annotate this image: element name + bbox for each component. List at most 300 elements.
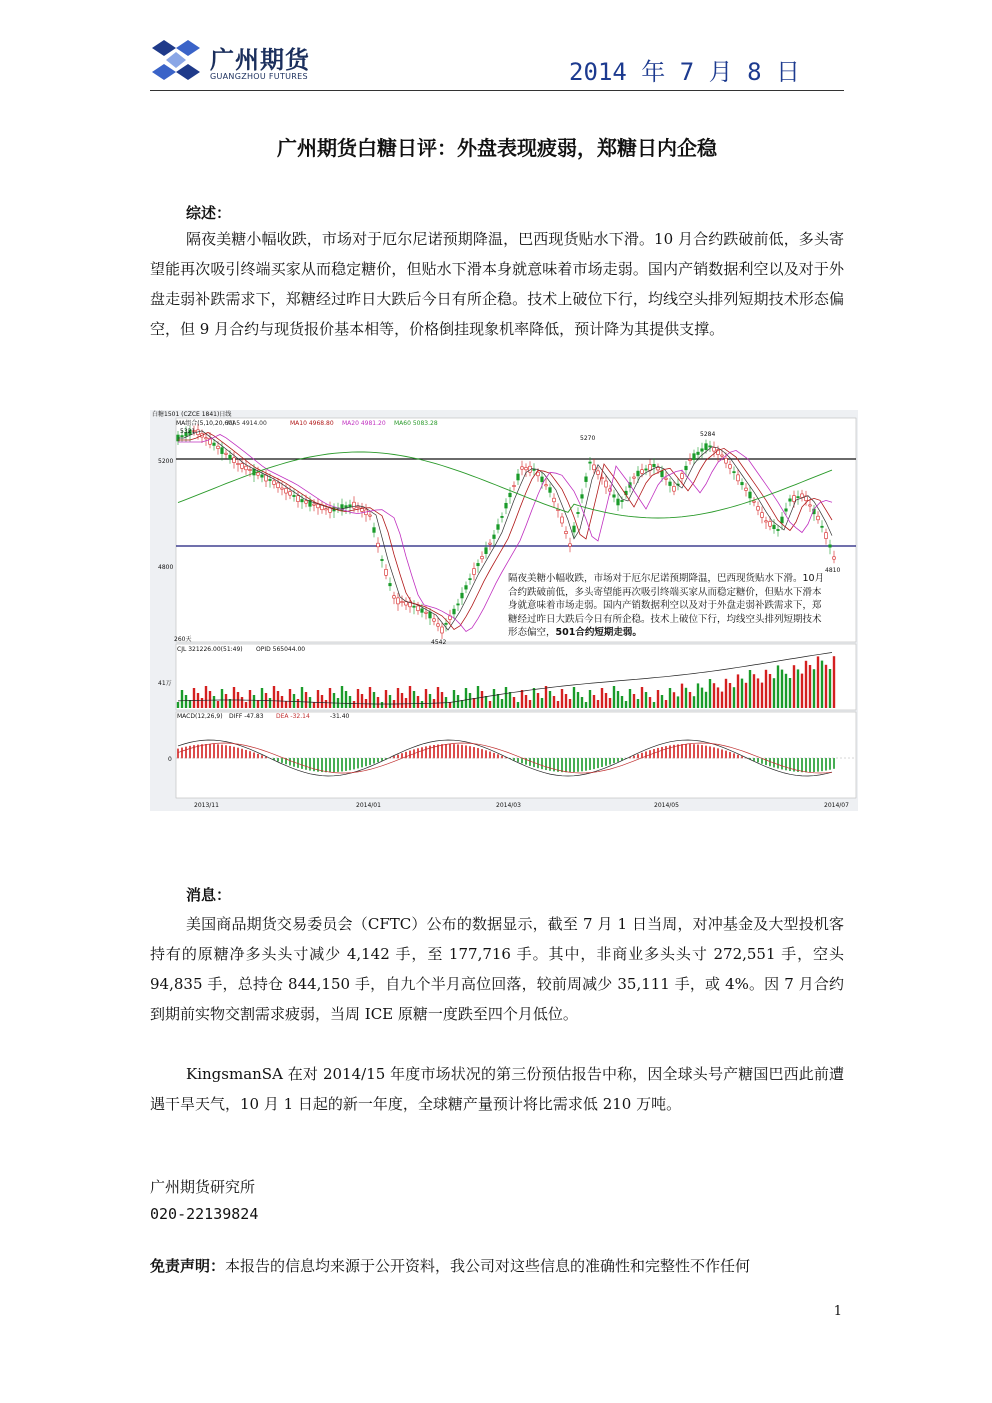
- volume-bar: [201, 698, 203, 708]
- days-label: 260天: [174, 636, 192, 643]
- candle-body: [513, 485, 516, 486]
- candle-body: [825, 533, 828, 539]
- volume-bar: [629, 689, 631, 708]
- macd-bar: [457, 744, 459, 758]
- news-heading: 消息：: [186, 886, 232, 904]
- volume-bar: [637, 699, 639, 708]
- volume-bar: [689, 692, 691, 708]
- candle-body: [425, 612, 428, 613]
- macd-bar: [753, 758, 755, 761]
- macd-bar: [757, 758, 759, 762]
- volume-bar: [369, 687, 371, 708]
- candle-body: [705, 444, 708, 450]
- macd-bar: [809, 758, 811, 772]
- volume-bar: [357, 689, 359, 708]
- volume-bar: [765, 670, 767, 708]
- macd-bar: [609, 758, 611, 765]
- candle-body: [833, 557, 836, 559]
- macd-bar: [245, 750, 247, 758]
- macd-bar: [489, 752, 491, 759]
- macd-bar: [497, 754, 499, 758]
- volume-bar: [569, 699, 571, 708]
- macd-bar: [701, 745, 703, 758]
- macd-bar: [277, 758, 279, 761]
- macd-bar: [401, 753, 403, 758]
- volume-bar: [301, 687, 303, 708]
- volume-bar: [213, 696, 215, 708]
- price-tick-4800: 4800: [158, 564, 174, 571]
- candle-body: [665, 478, 668, 479]
- candle-body: [657, 468, 660, 470]
- company-logo: [150, 38, 340, 84]
- volume-bar: [321, 695, 323, 708]
- candle-body: [301, 499, 304, 501]
- macd-bar: [289, 758, 291, 766]
- volume-bar: [605, 693, 607, 708]
- macd-bar: [617, 758, 619, 762]
- macd-bar: [637, 754, 639, 758]
- macd-bar: [581, 758, 583, 771]
- volume-bar: [297, 699, 299, 708]
- date-tick-4: 2014/05: [654, 802, 679, 809]
- report-title: 广州期货白糖日评：外盘表现疲弱，郑糖日内企稳: [277, 136, 717, 160]
- macd-bar: [605, 758, 607, 766]
- candle-body: [465, 586, 468, 590]
- macd-bar: [233, 747, 235, 759]
- volume-bar: [181, 690, 183, 708]
- macd-bar: [281, 758, 283, 763]
- candle-body: [737, 475, 740, 481]
- candle-body: [561, 517, 564, 523]
- candle-body: [433, 619, 436, 621]
- candle-body: [721, 455, 724, 456]
- volume-bar: [557, 701, 559, 708]
- macd-bar: [333, 758, 335, 772]
- volume-bar: [261, 688, 263, 708]
- candle-body: [533, 469, 536, 470]
- volume-bar: [613, 686, 615, 708]
- candle-body: [281, 488, 284, 489]
- macd-bar: [565, 758, 567, 772]
- volume-bar: [549, 691, 551, 708]
- volume-bar: [425, 689, 427, 708]
- candle-body: [589, 462, 592, 463]
- macd-bar: [805, 758, 807, 772]
- candle-body: [457, 604, 460, 605]
- macd-bar: [473, 747, 475, 758]
- candle-body: [553, 498, 556, 502]
- candle-body: [221, 448, 224, 454]
- macd-bar: [521, 758, 523, 763]
- volume-bar: [789, 678, 791, 708]
- macd-bar: [645, 751, 647, 758]
- macd-bar: [305, 758, 307, 770]
- macd-bar: [349, 758, 351, 770]
- candle-body: [593, 465, 596, 470]
- volume-bar: [469, 693, 471, 708]
- candle-body: [661, 471, 664, 477]
- macd-bar: [829, 758, 831, 770]
- candle-body: [213, 443, 216, 445]
- candle-body: [725, 458, 728, 463]
- volume-bar: [565, 694, 567, 708]
- macd-bar: [445, 744, 447, 758]
- volume-bar: [737, 674, 739, 708]
- research-org: 广州期货研究所: [150, 1178, 256, 1196]
- volume-bar: [625, 701, 627, 708]
- volume-bar: [189, 700, 191, 708]
- macd-bar: [453, 744, 455, 758]
- volume-bar: [725, 679, 727, 708]
- macd-bar: [549, 758, 551, 771]
- candle-body: [789, 499, 792, 501]
- annotation-bold-text: 501合约短期走弱。: [555, 627, 642, 638]
- volume-bar: [597, 700, 599, 708]
- date-tick-5: 2014/07: [824, 802, 849, 809]
- sugar-price-chart: [150, 410, 858, 811]
- candle-body: [269, 479, 272, 480]
- candle-body: [681, 474, 684, 479]
- candle-body: [237, 463, 240, 464]
- disclaimer: [150, 1255, 844, 1276]
- candle-body: [749, 492, 752, 498]
- macd-bar: [537, 758, 539, 768]
- candle-body: [245, 466, 248, 470]
- candle-body: [697, 452, 700, 454]
- macd-bar: [561, 758, 563, 772]
- macd-bar: [821, 758, 823, 771]
- macd-bar: [225, 745, 227, 758]
- volume-bar: [825, 665, 827, 708]
- macd-bar: [613, 758, 615, 763]
- volume-bar: [829, 669, 831, 708]
- volume-bar: [309, 697, 311, 708]
- volume-bar: [641, 687, 643, 708]
- volume-bar: [585, 702, 587, 708]
- volume-bar: [581, 697, 583, 708]
- macd-bar: [685, 744, 687, 758]
- volume-bar: [749, 670, 751, 708]
- macd-bar: [813, 758, 815, 772]
- candle-body: [257, 473, 260, 475]
- candle-body: [497, 525, 500, 530]
- volume-bar: [481, 691, 483, 708]
- candle-body: [621, 500, 624, 501]
- candle-body: [605, 481, 608, 487]
- macd-bar: [737, 755, 739, 759]
- candle-body: [265, 475, 268, 481]
- volume-bar: [813, 669, 815, 708]
- macd-bar: [429, 746, 431, 759]
- macd-bar: [437, 745, 439, 759]
- dea-label: DEA -32.14: [276, 713, 310, 720]
- volume-bar: [225, 694, 227, 708]
- volume-bar: [377, 697, 379, 708]
- candle-body: [261, 475, 264, 477]
- macd-bar: [681, 744, 683, 758]
- date-tick-1: 2013/11: [194, 802, 219, 809]
- candle-body: [637, 471, 640, 476]
- volume-bar: [529, 700, 531, 708]
- macd-bar: [345, 758, 347, 771]
- volume-bar: [361, 694, 363, 708]
- volume-bar: [653, 702, 655, 708]
- macd-bar: [593, 758, 595, 769]
- volume-label: CJL 321226.00(51:49): [177, 646, 243, 653]
- macd-bar: [221, 745, 223, 759]
- candle-body: [277, 483, 280, 488]
- volume-bar: [421, 701, 423, 708]
- candle-body: [757, 507, 760, 511]
- macd-bar: [545, 758, 547, 770]
- macd-bar: [781, 758, 783, 769]
- candle-body: [249, 469, 252, 470]
- summary-heading: 综述：: [186, 204, 232, 222]
- volume-bar: [609, 698, 611, 708]
- candle-body: [581, 495, 584, 499]
- macd-bar: [201, 744, 203, 758]
- volume-bar: [757, 678, 759, 708]
- volume-bar: [517, 702, 519, 708]
- volume-bar: [341, 686, 343, 708]
- candle-body: [413, 606, 416, 607]
- candle-body: [273, 481, 276, 485]
- macd-bar: [253, 752, 255, 758]
- volume-bar: [245, 702, 247, 708]
- macd-bar: [717, 748, 719, 758]
- volume-bar: [745, 683, 747, 708]
- volume-bar: [717, 687, 719, 708]
- macd-bar: [573, 758, 575, 772]
- candle-body: [461, 593, 464, 598]
- volume-bar: [209, 691, 211, 708]
- volume-bar: [473, 698, 475, 708]
- macd-bar: [297, 758, 299, 768]
- volume-bar: [485, 696, 487, 708]
- macd-zero-tick: 0: [168, 756, 172, 763]
- disclaimer-text: 本报告的信息均来源于公开资料，我公司对这些信息的准确性和完整性不作任何: [225, 1257, 751, 1275]
- candle-body: [525, 467, 528, 469]
- volume-bar: [193, 688, 195, 708]
- macd-bar: [421, 747, 423, 758]
- macd-value: -31.40: [330, 713, 350, 720]
- page-number: 1: [833, 1304, 842, 1319]
- candle-body: [541, 477, 544, 482]
- candle-body: [565, 531, 568, 533]
- candle-body: [545, 485, 548, 486]
- news-paragraph-2: KingsmanSA 在对 2014/15 年度市场状况的第三份预估报告中称，因全球头号产糖国巴西此前遭遇干旱天气，10 月 1 日起的新一年度，全球糖产量预计将比需求低 210 万吨。: [150, 1065, 844, 1113]
- candle-body: [437, 624, 440, 626]
- macd-bar: [357, 758, 359, 768]
- macd-bar: [485, 750, 487, 758]
- candle-body: [777, 529, 780, 530]
- volume-bar: [741, 679, 743, 708]
- candle-body: [509, 493, 512, 497]
- macd-bar: [377, 758, 379, 762]
- volume-bar: [453, 690, 455, 708]
- candle-body: [501, 516, 504, 517]
- macd-bar: [329, 758, 331, 772]
- macd-bar: [249, 751, 251, 758]
- candle-body: [285, 488, 288, 493]
- volume-bar: [821, 661, 823, 708]
- candle-body: [517, 474, 520, 480]
- volume-bar: [701, 688, 703, 708]
- volume-bar: [657, 690, 659, 708]
- macd-bar: [449, 744, 451, 758]
- volume-bar: [177, 702, 179, 708]
- volume-bar: [669, 688, 671, 708]
- macd-bar: [657, 748, 659, 758]
- volume-bar: [333, 693, 335, 708]
- volume-bar: [293, 694, 295, 708]
- macd-bar: [237, 748, 239, 759]
- volume-bar: [577, 692, 579, 708]
- candle-body: [633, 477, 636, 478]
- macd-bar: [529, 758, 531, 766]
- candle-body: [493, 535, 496, 539]
- candle-body: [741, 482, 744, 484]
- macd-bar: [693, 744, 695, 758]
- ma10-label: MA10 4968.80: [290, 420, 334, 427]
- macd-bar: [353, 758, 355, 769]
- candle-body: [377, 543, 380, 547]
- volume-bar: [661, 695, 663, 708]
- macd-bar: [585, 758, 587, 771]
- volume-bar: [721, 692, 723, 708]
- volume-bar: [505, 687, 507, 708]
- macd-bar: [709, 746, 711, 758]
- volume-bar: [381, 702, 383, 708]
- macd-bar: [325, 758, 327, 772]
- candle-body: [397, 598, 400, 604]
- macd-bar: [481, 749, 483, 758]
- page-header: [150, 30, 844, 91]
- candle-body: [745, 488, 748, 490]
- macd-bar: [477, 748, 479, 758]
- candle-body: [357, 506, 360, 507]
- candle-body: [253, 469, 256, 475]
- candle-body: [829, 545, 832, 547]
- macd-bar: [729, 752, 731, 758]
- diff-label: DIFF -47.83: [229, 713, 264, 720]
- high-label-left: 5321: [180, 428, 196, 435]
- volume-bar: [217, 701, 219, 708]
- macd-bar: [177, 749, 179, 759]
- volume-bar: [437, 687, 439, 708]
- candle-body: [453, 609, 456, 614]
- price-tick-5200: 5200: [158, 458, 174, 465]
- macd-bar: [833, 758, 835, 769]
- volume-bar: [697, 683, 699, 708]
- volume-bar: [449, 702, 451, 708]
- chart-annotation: [508, 572, 828, 640]
- candle-body: [549, 488, 552, 493]
- candle-body: [469, 579, 472, 580]
- macd-bar: [241, 749, 243, 759]
- candle-body: [473, 569, 476, 575]
- volume-bar: [221, 689, 223, 708]
- volume-bar: [681, 684, 683, 708]
- volume-bar: [305, 692, 307, 708]
- macd-bar: [417, 748, 419, 758]
- candle-body: [701, 449, 704, 451]
- candle-body: [241, 464, 244, 469]
- macd-bar: [733, 753, 735, 758]
- volume-bar: [405, 698, 407, 708]
- logo-mark-icon: [150, 38, 202, 84]
- volume-bar: [429, 694, 431, 708]
- candle-body: [401, 601, 404, 602]
- volume-bar: [477, 686, 479, 708]
- candle-body: [289, 492, 292, 496]
- candle-body: [577, 512, 580, 513]
- candle-body: [373, 528, 376, 533]
- volume-bar: [685, 688, 687, 708]
- macd-bar: [361, 758, 363, 767]
- macd-bar: [209, 744, 211, 758]
- volume-bar: [645, 692, 647, 708]
- macd-bar: [213, 744, 215, 758]
- macd-bar: [517, 758, 519, 762]
- volume-bar: [185, 695, 187, 708]
- volume-bar: [257, 700, 259, 708]
- candle-body: [669, 482, 672, 486]
- candle-body: [385, 569, 388, 575]
- candle-body: [505, 503, 508, 508]
- volume-bar: [417, 696, 419, 708]
- volume-bar: [497, 694, 499, 708]
- volume-bar: [805, 661, 807, 708]
- macd-bar: [257, 754, 259, 758]
- volume-bar: [401, 693, 403, 708]
- volume-bar: [617, 691, 619, 708]
- volume-bar: [385, 690, 387, 708]
- macd-bar: [721, 749, 723, 758]
- volume-bar: [817, 656, 819, 708]
- volume-bar: [673, 692, 675, 708]
- candle-body: [305, 501, 308, 503]
- candle-body: [729, 465, 732, 469]
- candle-body: [649, 465, 652, 471]
- candle-body: [781, 517, 784, 523]
- volume-bar: [353, 701, 355, 708]
- macd-bar: [589, 758, 591, 770]
- volume-bar: [465, 688, 467, 708]
- candle-body: [521, 467, 524, 469]
- macd-label: MACD(12,26,9): [177, 713, 223, 720]
- volume-bar: [809, 665, 811, 708]
- candle-body: [821, 526, 824, 527]
- candle-body: [653, 464, 656, 466]
- candle-body: [685, 466, 688, 470]
- volume-bar: [781, 670, 783, 708]
- contact-phone: 020-22139824: [150, 1205, 259, 1223]
- volume-bar: [277, 691, 279, 708]
- volume-bar: [769, 674, 771, 708]
- candle-body: [785, 509, 788, 511]
- volume-bar: [589, 690, 591, 708]
- candle-body: [773, 525, 776, 529]
- macd-bar: [229, 746, 231, 758]
- macd-bar: [541, 758, 543, 769]
- candle-body: [369, 515, 372, 516]
- macd-bar: [677, 744, 679, 758]
- candle-body: [809, 505, 812, 506]
- volume-bar: [373, 692, 375, 708]
- volume-bar: [501, 699, 503, 708]
- macd-bar: [601, 758, 603, 767]
